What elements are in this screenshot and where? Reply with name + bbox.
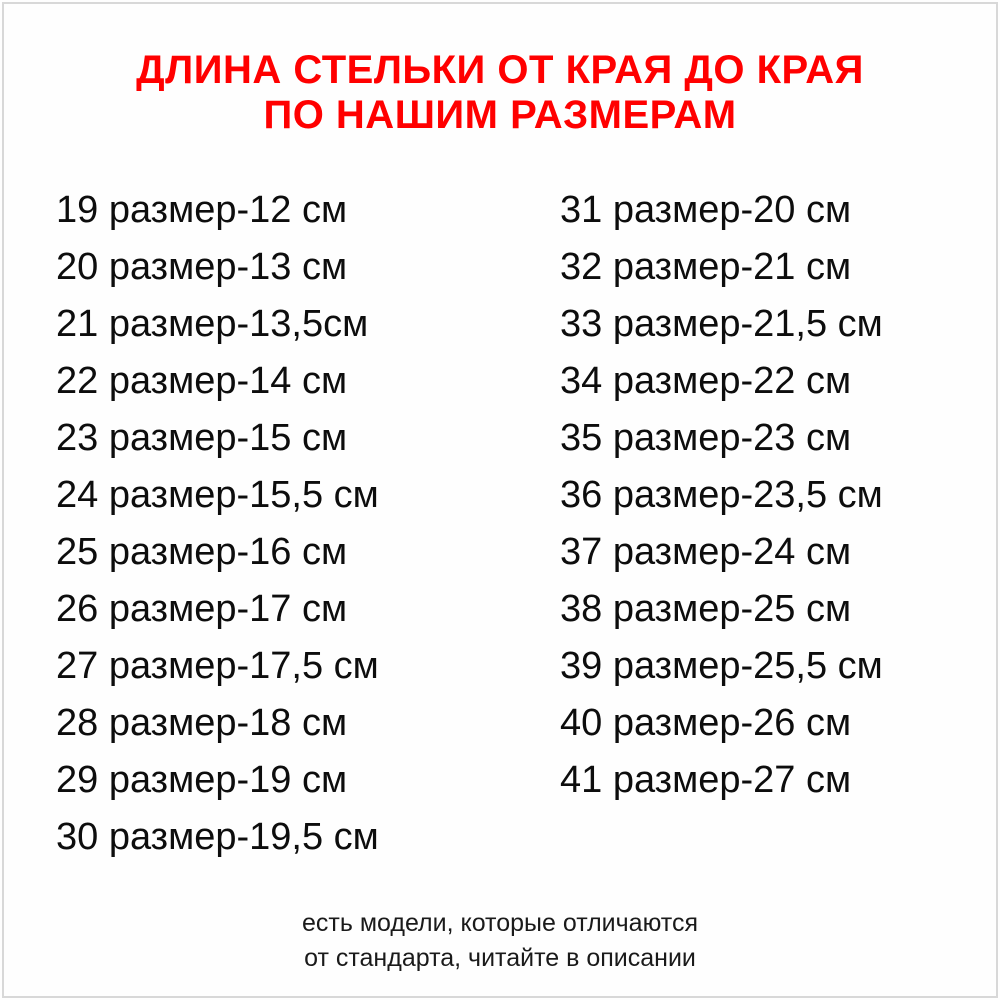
page-title-line-2: ПО НАШИМ РАЗМЕРАМ bbox=[263, 92, 737, 137]
size-table bbox=[20, 182, 980, 866]
size-row: 41 размер-27 см bbox=[560, 758, 852, 801]
size-row: 29 размер-19 см bbox=[56, 758, 348, 801]
size-row: 34 размер-22 см bbox=[560, 359, 852, 402]
size-column-right bbox=[500, 182, 980, 809]
page-title bbox=[0, 48, 1000, 138]
size-row: 33 размер-21,5 см bbox=[560, 302, 883, 345]
size-row: 24 размер-15,5 см bbox=[56, 473, 379, 516]
size-row: 23 размер-15 см bbox=[56, 416, 348, 459]
footer-note-line-1: есть модели, которые отличаются bbox=[302, 909, 698, 937]
size-row: 32 размер-21 см bbox=[560, 245, 852, 288]
size-row: 28 размер-18 см bbox=[56, 701, 348, 744]
size-row: 37 размер-24 см bbox=[560, 530, 852, 573]
size-row: 38 размер-25 см bbox=[560, 587, 852, 630]
size-row: 39 размер-25,5 см bbox=[560, 644, 883, 687]
size-row: 30 размер-19,5 см bbox=[56, 815, 379, 858]
size-row: 35 размер-23 см bbox=[560, 416, 852, 459]
size-row: 31 размер-20 см bbox=[560, 188, 852, 231]
size-row: 21 размер-13,5см bbox=[56, 302, 369, 345]
size-row: 20 размер-13 см bbox=[56, 245, 348, 288]
size-row: 19 размер-12 см bbox=[56, 188, 348, 231]
size-column-left bbox=[20, 182, 500, 866]
size-row: 36 размер-23,5 см bbox=[560, 473, 883, 516]
size-row: 27 размер-17,5 см bbox=[56, 644, 379, 687]
footer-note-line-2: от стандарта, читайте в описании bbox=[304, 944, 696, 972]
size-row: 40 размер-26 см bbox=[560, 701, 852, 744]
page-title-line-1: ДЛИНА СТЕЛЬКИ ОТ КРАЯ ДО КРАЯ bbox=[136, 48, 864, 92]
size-row: 26 размер-17 см bbox=[56, 587, 348, 630]
size-row: 22 размер-14 см bbox=[56, 359, 348, 402]
size-row: 25 размер-16 см bbox=[56, 530, 348, 573]
footer-note bbox=[0, 906, 1000, 976]
